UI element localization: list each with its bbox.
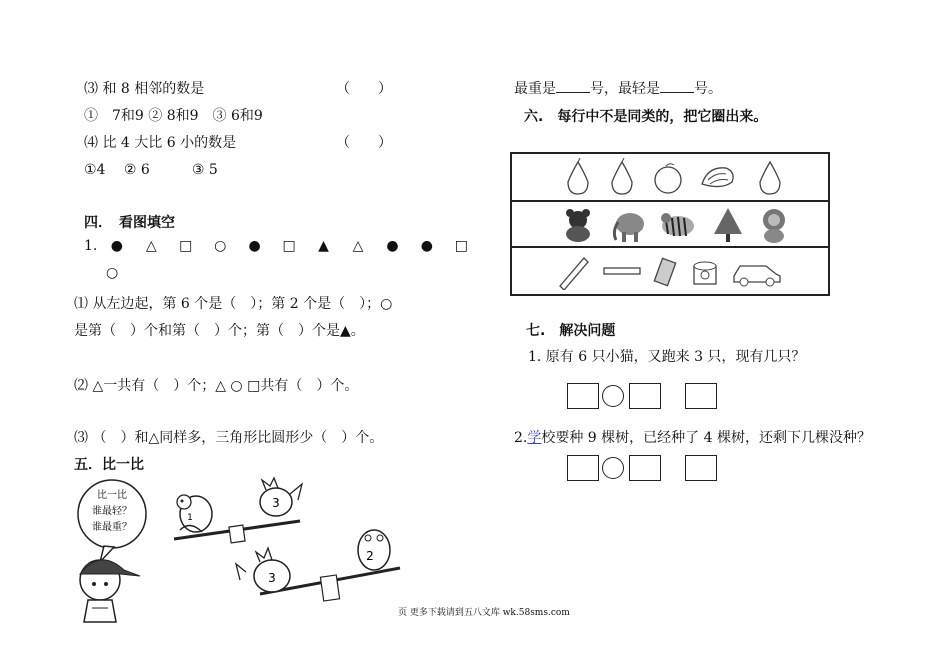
q4-text: ⑷ 比 4 大比 6 小的数是 xyxy=(84,135,237,151)
lion-icon[interactable] xyxy=(754,206,794,244)
shape-4: ○ xyxy=(214,238,227,254)
line-end: 号。 xyxy=(694,81,722,97)
page-footer: 页 更多下载请到五八文库 wk.58sms.com xyxy=(398,608,570,618)
section-4-line-4: ⑶ （ ）和△同样多，三角形比圆形少（ ）个。 xyxy=(74,430,384,446)
section-4-line-1: ⑴ 从左边起，第 6 个是（ ）；第 2 个是（ ）；○ xyxy=(74,296,393,312)
grid-row-animals xyxy=(512,200,828,248)
pencil-sharpener-icon[interactable] xyxy=(686,252,726,290)
owl-figure xyxy=(358,530,390,570)
p1-operator-circle[interactable] xyxy=(602,385,624,407)
grid-row-stationery xyxy=(512,246,828,294)
shape-9: ● xyxy=(386,238,399,254)
tree-icon[interactable] xyxy=(708,206,748,244)
shell-icon[interactable] xyxy=(698,158,738,196)
shape-sequence-prefix: 1. xyxy=(84,238,98,254)
monkey-figure xyxy=(177,495,212,532)
weight-label-lower-rooster: 3 xyxy=(268,571,276,585)
pear-icon[interactable] xyxy=(558,158,598,196)
lightest-label: 号，最轻是 xyxy=(590,81,660,97)
shape-1: ● xyxy=(110,238,123,254)
elephant-icon[interactable] xyxy=(608,206,648,244)
shape-2: △ xyxy=(145,238,157,254)
bubble-line-1: 比一比 xyxy=(97,490,127,501)
q3-text: ⑶ 和 8 相邻的数是 xyxy=(84,81,205,97)
shape-7: ▲ xyxy=(318,238,329,254)
section-6-title: 六. 每行中不是同类的，把它圈出来。 xyxy=(524,109,768,125)
heaviest-blank[interactable] xyxy=(556,80,590,93)
section-4-line-2: 是第（ ）个和第（ ）个；第（ ）个是▲。 xyxy=(74,323,365,339)
p2-answer-box-1[interactable] xyxy=(567,455,599,481)
shape-5: ● xyxy=(248,238,261,254)
problem-2-text xyxy=(514,427,871,447)
shape-8: △ xyxy=(352,238,364,254)
weight-label-upper-rooster: 3 xyxy=(272,496,280,510)
section-4-title: 四． 看图填空 xyxy=(84,215,175,231)
heaviest-lightest-line xyxy=(514,78,722,98)
q4-options: ①4 ② 6 ③ 5 xyxy=(84,162,218,178)
p1-answer-box-1[interactable] xyxy=(567,383,599,409)
section-5-title: 五．比一比 xyxy=(74,457,144,473)
problem-1-text: 1. 原有 6 只小猫，又跑来 3 只，现有几只？ xyxy=(528,349,806,365)
bubble-line-3: 谁最重？ xyxy=(92,522,132,533)
q3-answer-paren: （ ） xyxy=(336,81,392,97)
section-4-line-3: ⑵ △一共有（ ）个；△ ○ □共有（ ）个。 xyxy=(74,378,359,394)
pencil-icon[interactable] xyxy=(554,252,594,290)
ruler-icon[interactable] xyxy=(602,252,642,290)
p1-result-box[interactable] xyxy=(685,383,717,409)
p1-answer-box-2[interactable] xyxy=(629,383,661,409)
lightest-blank[interactable] xyxy=(660,80,694,93)
car-icon[interactable] xyxy=(732,252,782,290)
problem-2-link[interactable]: 学 xyxy=(527,430,542,446)
weight-label-owl: 2 xyxy=(366,549,374,563)
shape-11: □ xyxy=(454,238,468,254)
section-7-title: 七. 解决问题 xyxy=(526,323,616,339)
p2-result-box[interactable] xyxy=(685,455,717,481)
rooster-figure-lower xyxy=(236,548,290,592)
pear-icon[interactable] xyxy=(600,158,640,196)
boy-figure xyxy=(80,560,140,622)
grid-row-fruits xyxy=(512,154,828,200)
q4-answer-paren: （ ） xyxy=(336,135,392,151)
shape-6: □ xyxy=(282,238,296,254)
bubble-line-2: 谁最轻？ xyxy=(92,506,132,517)
eraser-icon[interactable] xyxy=(646,252,686,290)
shape-3: □ xyxy=(179,238,193,254)
pear-icon[interactable] xyxy=(750,158,790,196)
shape-12: ○ xyxy=(106,265,119,281)
tiger-icon[interactable] xyxy=(658,206,698,244)
p2-answer-box-2[interactable] xyxy=(629,455,661,481)
orange-icon[interactable] xyxy=(648,158,688,196)
q3-options: ① 7和9 ② 8和9 ③ 6和9 xyxy=(84,108,263,124)
rooster-figure-upper xyxy=(260,478,302,516)
p2-operator-circle[interactable] xyxy=(602,457,624,479)
odd-one-out-grid xyxy=(510,152,830,296)
problem-2-rest: 校要种 9 棵树，已经种了 4 棵树，还剩下几棵没种？ xyxy=(541,430,871,446)
shape-10: ● xyxy=(420,238,433,254)
compare-weight-illustration xyxy=(70,476,410,626)
shape-sequence xyxy=(84,238,476,254)
bear-icon[interactable] xyxy=(558,206,598,244)
heaviest-label: 最重是 xyxy=(514,81,556,97)
svg-text:1: 1 xyxy=(187,513,193,523)
problem-2-prefix: 2. xyxy=(514,430,528,446)
